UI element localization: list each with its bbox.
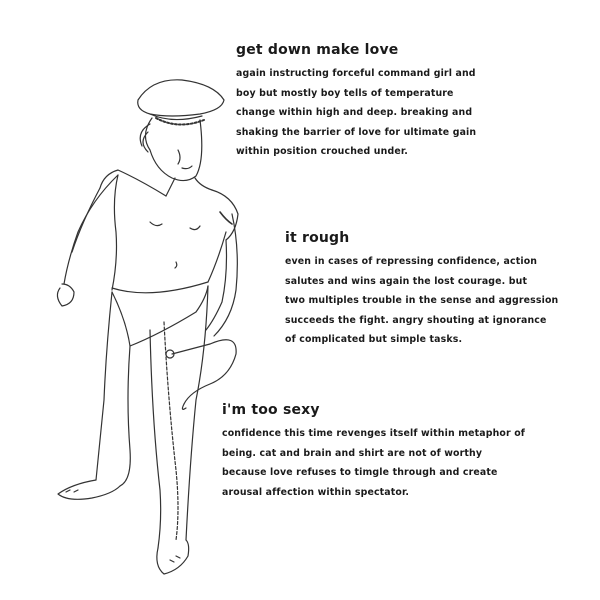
stanza-line: of complicated but simple tasks. [285, 334, 463, 345]
left-shoe-drawing [58, 480, 120, 499]
stanza-line: again instructing forceful command girl and [236, 68, 476, 79]
belt-drawing [112, 282, 208, 293]
stanza-line: boy but mostly boy tells of temperature [236, 87, 454, 99]
stanza-get-down-make-love [236, 42, 476, 162]
stanza-line: confidence this time revenges itself within metaphor of [222, 428, 526, 439]
stanza-line: arousal affection within spectator. [222, 486, 410, 498]
stanza-line: because love refuses to timgle through and create [222, 467, 498, 478]
stanza-line: change within high and deep. breaking and [236, 107, 473, 118]
stanza-line: shaking the barrier of love for ultimate gain [236, 126, 477, 138]
stanza-line: being. cat and brain and shirt are not of worthy [222, 447, 483, 459]
head-drawing [145, 118, 201, 181]
stanza-line: within position crouched under. [236, 146, 408, 157]
stanza-line: even in cases of repressing confidence, action [285, 256, 538, 267]
stanza-title: get down make love [236, 42, 399, 58]
stanza-line: succeeds the fight. angry shouting at ignorance [285, 314, 547, 326]
stanza-it-rough [285, 230, 558, 350]
trousers-drawing [96, 292, 112, 480]
stanza-title: it rough [285, 230, 350, 246]
stanza-line: two multiples trouble in the sense and aggression [285, 295, 559, 306]
right-shoe-drawing [157, 540, 189, 574]
stanza-im-too-sexy [222, 402, 525, 502]
stanza-title: i'm too sexy [222, 402, 320, 418]
left-arm-drawing [64, 175, 118, 284]
cap-drawing [138, 80, 224, 116]
stanza-line: salutes and wins again the lost courage. but [285, 275, 528, 287]
